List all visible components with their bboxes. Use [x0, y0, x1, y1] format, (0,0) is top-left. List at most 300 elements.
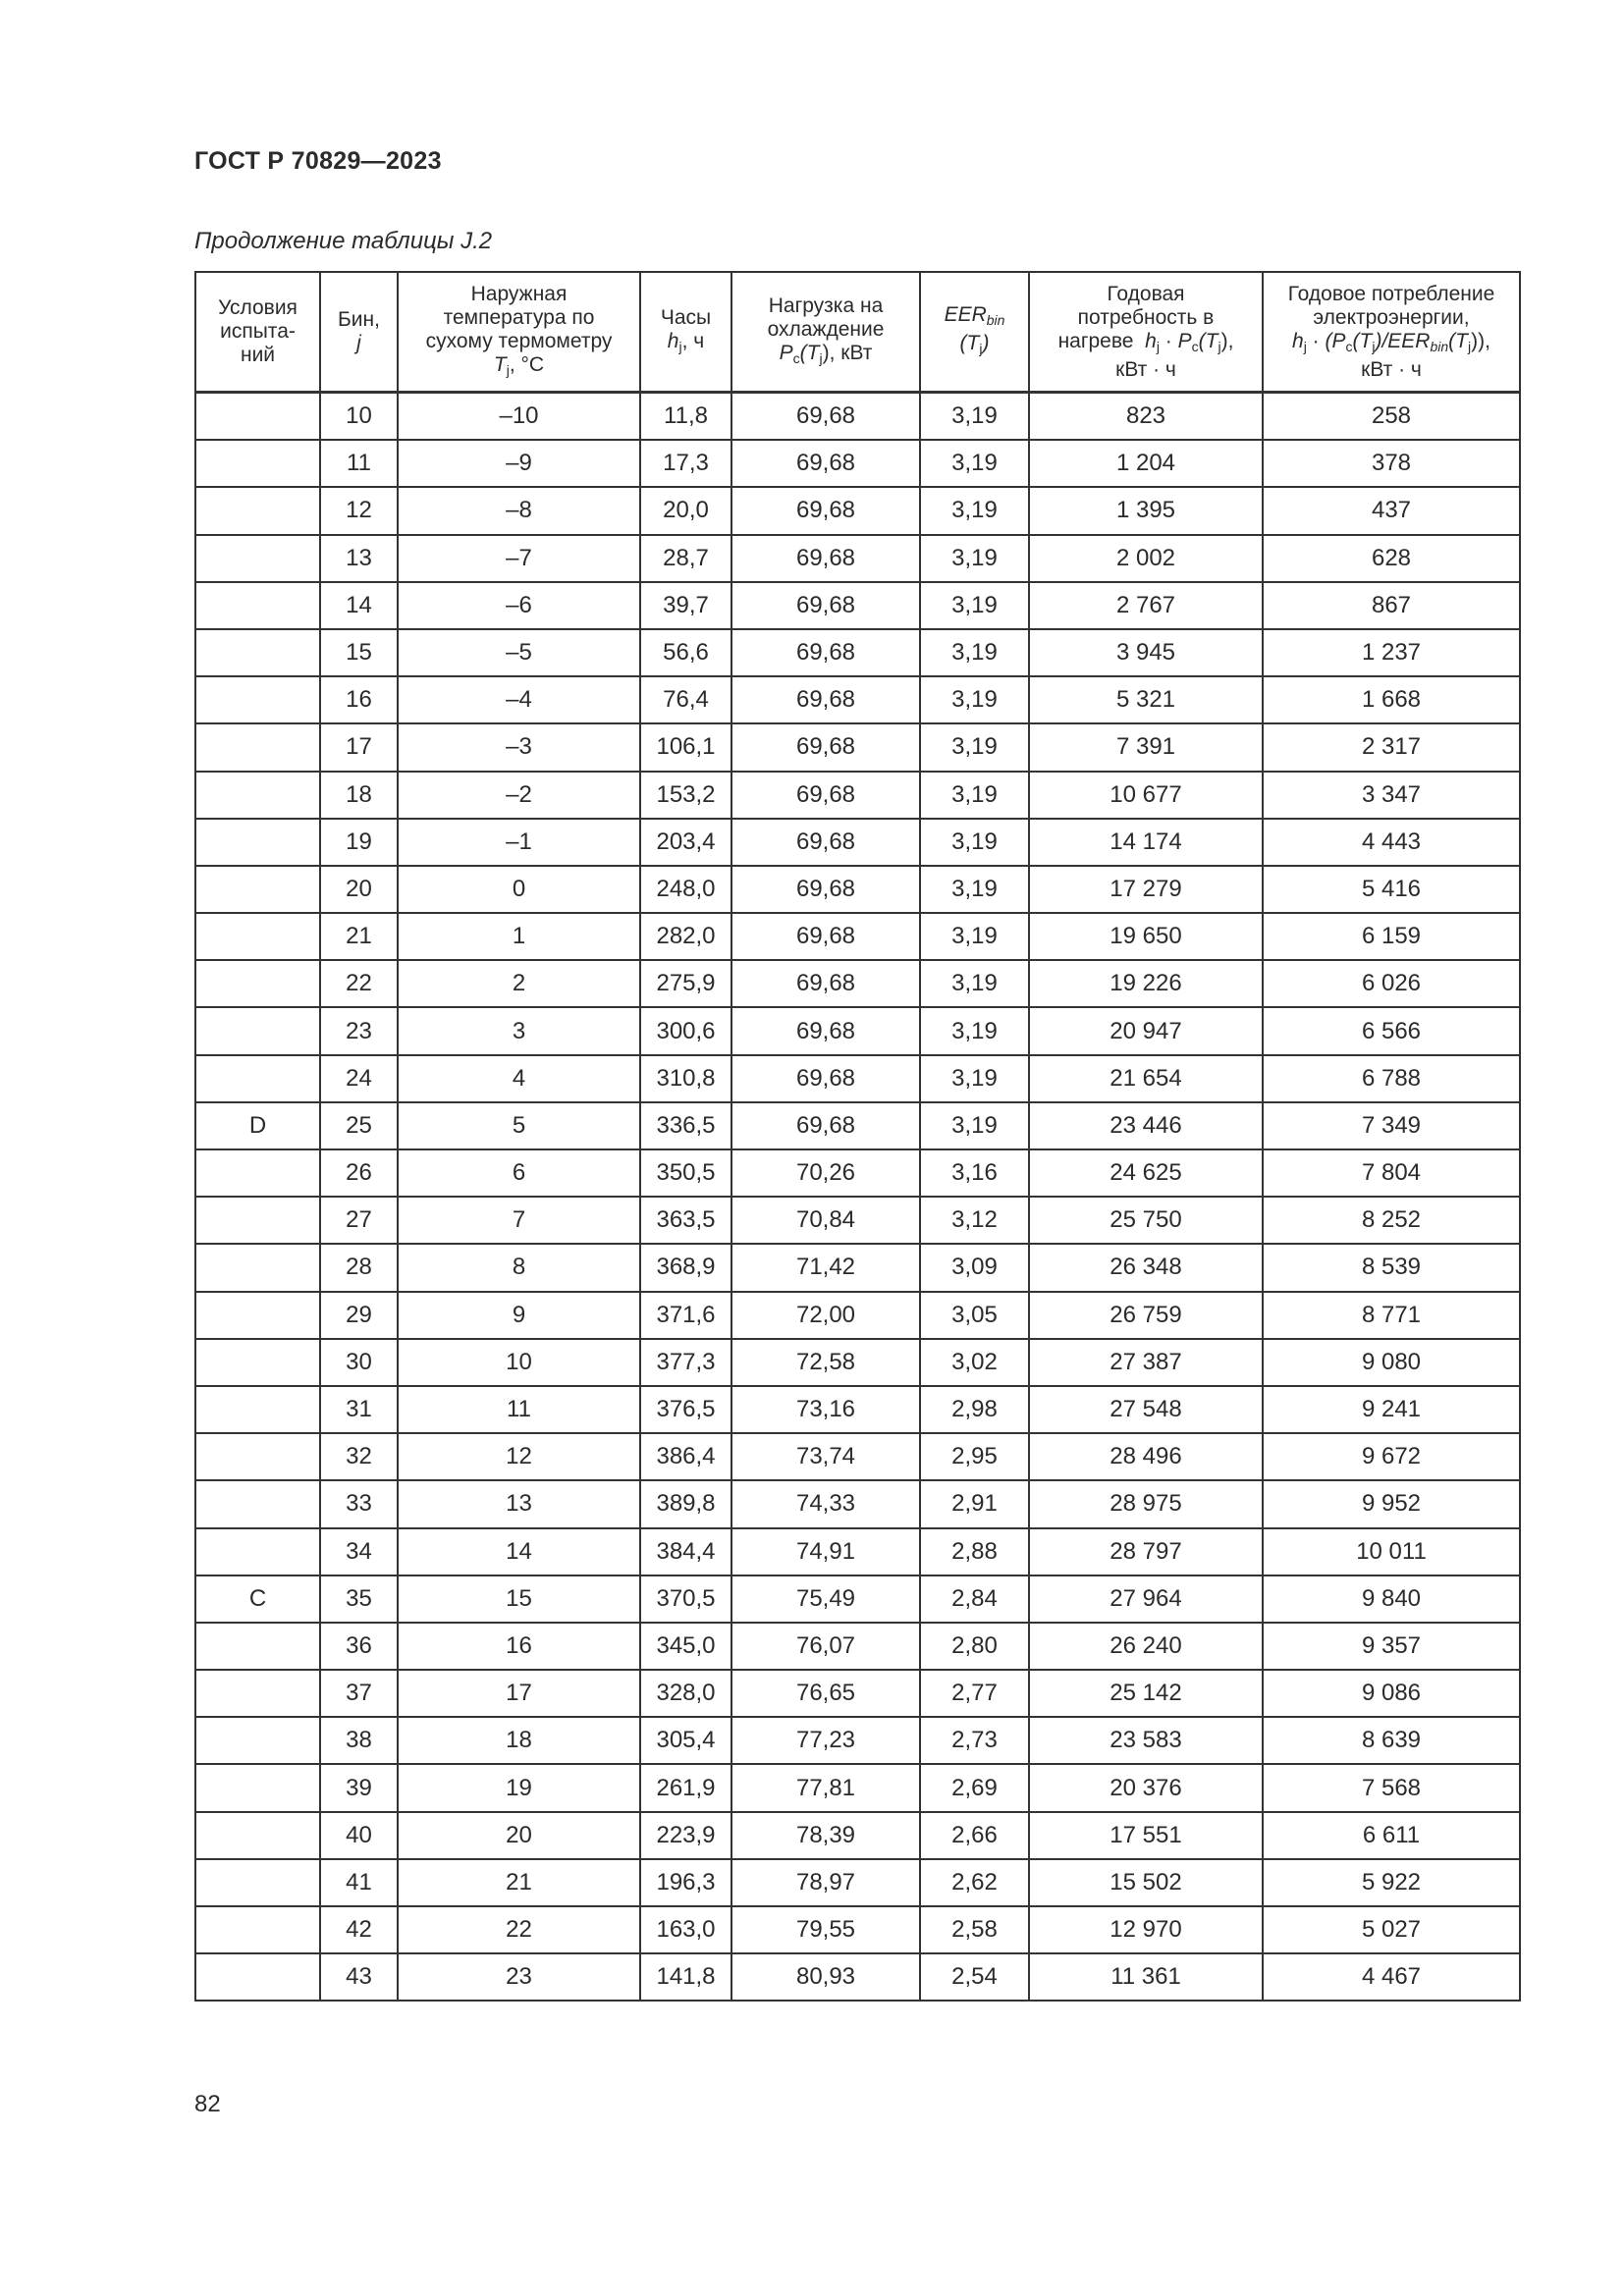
cell-eer: 3,19: [920, 1007, 1029, 1054]
cell-temperature: 3: [398, 1007, 640, 1054]
table-row: [195, 723, 1520, 771]
cell-bin: 39: [320, 1764, 398, 1811]
cell-hours: 141,8: [640, 1953, 731, 2001]
table-row: [195, 866, 1520, 913]
cell-annual-demand: 14 174: [1029, 819, 1263, 866]
cell-annual-demand: 1 395: [1029, 487, 1263, 534]
cell-test-condition: [195, 1953, 320, 2001]
table-row: [195, 629, 1520, 676]
cell-annual-demand: 2 767: [1029, 582, 1263, 629]
cell-bin: 20: [320, 866, 398, 913]
cell-temperature: 5: [398, 1102, 640, 1149]
cell-cooling-load: 69,68: [731, 772, 920, 819]
cell-hours: 163,0: [640, 1906, 731, 1953]
cell-hours: 376,5: [640, 1386, 731, 1433]
cell-hours: 76,4: [640, 676, 731, 723]
cell-hours: 371,6: [640, 1292, 731, 1339]
cell-cooling-load: 71,42: [731, 1244, 920, 1291]
cell-eer: 2,77: [920, 1670, 1029, 1717]
cell-hours: 368,9: [640, 1244, 731, 1291]
cell-cooling-load: 75,49: [731, 1575, 920, 1623]
cell-annual-demand: 23 446: [1029, 1102, 1263, 1149]
cell-test-condition: [195, 1906, 320, 1953]
cell-bin: 23: [320, 1007, 398, 1054]
header-row: [195, 272, 1520, 393]
cell-annual-consumption: 9 952: [1263, 1480, 1520, 1527]
cell-bin: 37: [320, 1670, 398, 1717]
cell-bin: 17: [320, 723, 398, 771]
cell-test-condition: [195, 913, 320, 960]
header-annual-consumption: Годовое потребление электроэнергии, $h_j$ · $(P_c(T_j)/EERbin(T_j))$, кВт · ч: [1263, 272, 1520, 393]
cell-cooling-load: 69,68: [731, 1102, 920, 1149]
cell-test-condition: [195, 1292, 320, 1339]
cell-annual-consumption: 9 086: [1263, 1670, 1520, 1717]
cell-annual-demand: 27 964: [1029, 1575, 1263, 1623]
table-row: [195, 676, 1520, 723]
cell-annual-demand: 25 750: [1029, 1197, 1263, 1244]
table-row: [195, 1433, 1520, 1480]
cell-annual-demand: 27 387: [1029, 1339, 1263, 1386]
header-cooling-load: Нагрузка на охлаждение $P_c(T_j)$, кВт: [731, 272, 920, 393]
cell-hours: 106,1: [640, 723, 731, 771]
cell-temperature: –10: [398, 393, 640, 441]
cell-eer: 3,12: [920, 1197, 1029, 1244]
cell-hours: 275,9: [640, 960, 731, 1007]
cell-test-condition: [195, 1433, 320, 1480]
cell-temperature: –1: [398, 819, 640, 866]
cell-test-condition: [195, 1386, 320, 1433]
cell-cooling-load: 69,68: [731, 582, 920, 629]
cell-eer: 2,80: [920, 1623, 1029, 1670]
cell-bin: 10: [320, 393, 398, 441]
header-bin: Бин, j: [320, 272, 398, 393]
cell-temperature: 12: [398, 1433, 640, 1480]
cell-bin: 32: [320, 1433, 398, 1480]
table-row: [195, 535, 1520, 582]
cell-eer: 3,19: [920, 913, 1029, 960]
cell-test-condition: [195, 819, 320, 866]
cell-eer: 3,19: [920, 866, 1029, 913]
cell-annual-demand: 823: [1029, 393, 1263, 441]
cell-annual-consumption: 3 347: [1263, 772, 1520, 819]
cell-eer: 3,19: [920, 772, 1029, 819]
cell-temperature: 2: [398, 960, 640, 1007]
cell-test-condition: [195, 1764, 320, 1811]
cell-annual-consumption: 437: [1263, 487, 1520, 534]
cell-temperature: 10: [398, 1339, 640, 1386]
table-row: [195, 819, 1520, 866]
table-row: [195, 772, 1520, 819]
cell-annual-demand: 20 947: [1029, 1007, 1263, 1054]
cell-test-condition: [195, 866, 320, 913]
cell-annual-consumption: 9 241: [1263, 1386, 1520, 1433]
cell-annual-consumption: 6 566: [1263, 1007, 1520, 1054]
cell-annual-consumption: 9 357: [1263, 1623, 1520, 1670]
cell-eer: 3,09: [920, 1244, 1029, 1291]
cell-cooling-load: 78,39: [731, 1812, 920, 1859]
cell-annual-consumption: 8 771: [1263, 1292, 1520, 1339]
cell-hours: 17,3: [640, 440, 731, 487]
cell-eer: 3,02: [920, 1339, 1029, 1386]
table-row: [195, 1292, 1520, 1339]
cell-cooling-load: 78,97: [731, 1859, 920, 1906]
cell-bin: 42: [320, 1906, 398, 1953]
cell-test-condition: C: [195, 1575, 320, 1623]
cell-temperature: –5: [398, 629, 640, 676]
cell-hours: 370,5: [640, 1575, 731, 1623]
table-row: [195, 1102, 1520, 1149]
cell-temperature: –6: [398, 582, 640, 629]
cell-annual-consumption: 867: [1263, 582, 1520, 629]
table-row: [195, 487, 1520, 534]
cell-bin: 29: [320, 1292, 398, 1339]
cell-temperature: 9: [398, 1292, 640, 1339]
table-caption: Продолжение таблицы J.2: [194, 228, 493, 254]
cell-annual-consumption: 7 804: [1263, 1149, 1520, 1197]
cell-temperature: 13: [398, 1480, 640, 1527]
cell-hours: 384,4: [640, 1528, 731, 1575]
cell-annual-demand: 28 975: [1029, 1480, 1263, 1527]
table-row: [195, 393, 1520, 441]
cell-test-condition: [195, 582, 320, 629]
cell-annual-consumption: 9 840: [1263, 1575, 1520, 1623]
cell-eer: 3,19: [920, 440, 1029, 487]
table-row: [195, 440, 1520, 487]
cell-eer: 2,62: [920, 1859, 1029, 1906]
cell-annual-consumption: 7 349: [1263, 1102, 1520, 1149]
cell-bin: 26: [320, 1149, 398, 1197]
cell-annual-demand: 17 279: [1029, 866, 1263, 913]
cell-hours: 386,4: [640, 1433, 731, 1480]
cell-test-condition: D: [195, 1102, 320, 1149]
cell-cooling-load: 69,68: [731, 629, 920, 676]
cell-bin: 15: [320, 629, 398, 676]
cell-annual-demand: 27 548: [1029, 1386, 1263, 1433]
cell-hours: 11,8: [640, 393, 731, 441]
cell-eer: 3,19: [920, 393, 1029, 441]
cell-hours: 310,8: [640, 1055, 731, 1102]
cell-annual-demand: 25 142: [1029, 1670, 1263, 1717]
cell-eer: 3,19: [920, 960, 1029, 1007]
cell-cooling-load: 77,23: [731, 1717, 920, 1764]
table-row: [195, 1812, 1520, 1859]
cell-annual-consumption: 8 252: [1263, 1197, 1520, 1244]
cell-hours: 328,0: [640, 1670, 731, 1717]
cell-bin: 16: [320, 676, 398, 723]
table-row: [195, 1386, 1520, 1433]
cell-cooling-load: 69,68: [731, 913, 920, 960]
cell-bin: 28: [320, 1244, 398, 1291]
cell-temperature: –7: [398, 535, 640, 582]
table-row: [195, 1528, 1520, 1575]
cell-hours: 28,7: [640, 535, 731, 582]
cell-annual-consumption: 628: [1263, 535, 1520, 582]
cell-bin: 12: [320, 487, 398, 534]
cell-eer: 3,19: [920, 535, 1029, 582]
cell-annual-demand: 15 502: [1029, 1859, 1263, 1906]
page-number: 82: [194, 2091, 221, 2117]
cell-test-condition: [195, 1670, 320, 1717]
cell-eer: 3,19: [920, 629, 1029, 676]
cell-eer: 3,05: [920, 1292, 1029, 1339]
cell-temperature: 18: [398, 1717, 640, 1764]
cell-annual-consumption: 9 672: [1263, 1433, 1520, 1480]
cell-cooling-load: 69,68: [731, 723, 920, 771]
cell-annual-consumption: 6 159: [1263, 913, 1520, 960]
table-row: [195, 1055, 1520, 1102]
cell-hours: 389,8: [640, 1480, 731, 1527]
cell-annual-demand: 26 348: [1029, 1244, 1263, 1291]
cell-test-condition: [195, 1244, 320, 1291]
header-outdoor-temperature: Наружная температура по сухому термометру $T_j$, °C: [398, 272, 640, 393]
cell-temperature: 23: [398, 1953, 640, 2001]
cell-hours: 248,0: [640, 866, 731, 913]
cell-bin: 43: [320, 1953, 398, 2001]
cell-temperature: 4: [398, 1055, 640, 1102]
cell-hours: 350,5: [640, 1149, 731, 1197]
table-row: [195, 1197, 1520, 1244]
header-hours: Часы $h_j$, ч: [640, 272, 731, 393]
cell-cooling-load: 69,68: [731, 866, 920, 913]
cell-temperature: 1: [398, 913, 640, 960]
cell-bin: 25: [320, 1102, 398, 1149]
cell-temperature: –9: [398, 440, 640, 487]
cell-test-condition: [195, 1717, 320, 1764]
cell-annual-demand: 1 204: [1029, 440, 1263, 487]
cell-annual-demand: 20 376: [1029, 1764, 1263, 1811]
cell-cooling-load: 73,74: [731, 1433, 920, 1480]
cell-temperature: 15: [398, 1575, 640, 1623]
cell-annual-consumption: 6 788: [1263, 1055, 1520, 1102]
cell-bin: 33: [320, 1480, 398, 1527]
cell-bin: 18: [320, 772, 398, 819]
cell-annual-demand: 21 654: [1029, 1055, 1263, 1102]
cell-annual-consumption: 1 668: [1263, 676, 1520, 723]
cell-annual-demand: 24 625: [1029, 1149, 1263, 1197]
cell-bin: 27: [320, 1197, 398, 1244]
cell-temperature: 16: [398, 1623, 640, 1670]
cell-bin: 31: [320, 1386, 398, 1433]
cell-hours: 223,9: [640, 1812, 731, 1859]
cell-cooling-load: 73,16: [731, 1386, 920, 1433]
cell-bin: 19: [320, 819, 398, 866]
cell-bin: 40: [320, 1812, 398, 1859]
cell-eer: 2,73: [920, 1717, 1029, 1764]
cell-eer: 3,19: [920, 676, 1029, 723]
table-row: [195, 1953, 1520, 2001]
cell-test-condition: [195, 1623, 320, 1670]
cell-eer: 2,91: [920, 1480, 1029, 1527]
cell-annual-demand: 28 496: [1029, 1433, 1263, 1480]
cell-bin: 35: [320, 1575, 398, 1623]
cell-eer: 3,19: [920, 723, 1029, 771]
cell-annual-demand: 10 677: [1029, 772, 1263, 819]
cell-cooling-load: 79,55: [731, 1906, 920, 1953]
table-row: [195, 1717, 1520, 1764]
document-code: ГОСТ Р 70829—2023: [194, 147, 442, 175]
cell-hours: 377,3: [640, 1339, 731, 1386]
cell-test-condition: [195, 440, 320, 487]
cell-eer: 2,98: [920, 1386, 1029, 1433]
cell-annual-demand: 23 583: [1029, 1717, 1263, 1764]
cell-hours: 305,4: [640, 1717, 731, 1764]
cell-test-condition: [195, 772, 320, 819]
cell-cooling-load: 74,91: [731, 1528, 920, 1575]
table-row: [195, 1007, 1520, 1054]
cell-bin: 22: [320, 960, 398, 1007]
cell-eer: 2,54: [920, 1953, 1029, 2001]
cell-hours: 363,5: [640, 1197, 731, 1244]
cell-eer: 3,16: [920, 1149, 1029, 1197]
cell-hours: 345,0: [640, 1623, 731, 1670]
table-row: [195, 913, 1520, 960]
cell-temperature: 21: [398, 1859, 640, 1906]
cell-temperature: 11: [398, 1386, 640, 1433]
cell-annual-demand: 28 797: [1029, 1528, 1263, 1575]
cell-annual-consumption: 9 080: [1263, 1339, 1520, 1386]
cell-cooling-load: 76,65: [731, 1670, 920, 1717]
cell-test-condition: [195, 1055, 320, 1102]
cell-annual-demand: 12 970: [1029, 1906, 1263, 1953]
cell-eer: 2,66: [920, 1812, 1029, 1859]
cell-annual-consumption: 258: [1263, 393, 1520, 441]
cell-annual-consumption: 8 539: [1263, 1244, 1520, 1291]
cell-annual-consumption: 4 467: [1263, 1953, 1520, 2001]
cell-cooling-load: 69,68: [731, 440, 920, 487]
cell-cooling-load: 80,93: [731, 1953, 920, 2001]
cell-bin: 34: [320, 1528, 398, 1575]
cell-eer: 3,19: [920, 582, 1029, 629]
cell-temperature: 17: [398, 1670, 640, 1717]
cell-hours: 20,0: [640, 487, 731, 534]
cell-annual-demand: 5 321: [1029, 676, 1263, 723]
cell-test-condition: [195, 535, 320, 582]
cell-annual-demand: 3 945: [1029, 629, 1263, 676]
cell-cooling-load: 74,33: [731, 1480, 920, 1527]
cell-eer: 2,84: [920, 1575, 1029, 1623]
cell-annual-consumption: 5 416: [1263, 866, 1520, 913]
table-row: [195, 1575, 1520, 1623]
cell-annual-demand: 11 361: [1029, 1953, 1263, 2001]
header-eer-bin: EERbin $(T_j)$: [920, 272, 1029, 393]
cell-annual-consumption: 5 922: [1263, 1859, 1520, 1906]
cell-annual-consumption: 1 237: [1263, 629, 1520, 676]
cell-temperature: 19: [398, 1764, 640, 1811]
cell-cooling-load: 72,00: [731, 1292, 920, 1339]
cell-annual-demand: 26 240: [1029, 1623, 1263, 1670]
cell-cooling-load: 69,68: [731, 676, 920, 723]
data-table: [194, 271, 1521, 2002]
cell-bin: 41: [320, 1859, 398, 1906]
table-row: [195, 1244, 1520, 1291]
cell-test-condition: [195, 393, 320, 441]
cell-cooling-load: 69,68: [731, 819, 920, 866]
cell-cooling-load: 70,26: [731, 1149, 920, 1197]
cell-annual-consumption: 378: [1263, 440, 1520, 487]
cell-temperature: –8: [398, 487, 640, 534]
cell-test-condition: [195, 1149, 320, 1197]
cell-annual-demand: 26 759: [1029, 1292, 1263, 1339]
cell-temperature: –4: [398, 676, 640, 723]
cell-annual-demand: 2 002: [1029, 535, 1263, 582]
cell-test-condition: [195, 676, 320, 723]
cell-eer: 3,19: [920, 819, 1029, 866]
cell-cooling-load: 69,68: [731, 535, 920, 582]
cell-test-condition: [195, 1812, 320, 1859]
cell-annual-consumption: 10 011: [1263, 1528, 1520, 1575]
cell-test-condition: [195, 723, 320, 771]
cell-cooling-load: 76,07: [731, 1623, 920, 1670]
header-test-conditions: Условия испыта- ний: [195, 272, 320, 393]
cell-annual-demand: 7 391: [1029, 723, 1263, 771]
cell-hours: 56,6: [640, 629, 731, 676]
cell-annual-consumption: 5 027: [1263, 1906, 1520, 1953]
cell-cooling-load: 69,68: [731, 960, 920, 1007]
cell-cooling-load: 69,68: [731, 1007, 920, 1054]
cell-hours: 282,0: [640, 913, 731, 960]
table-body: [195, 393, 1520, 2002]
table-row: [195, 1670, 1520, 1717]
cell-cooling-load: 69,68: [731, 393, 920, 441]
cell-temperature: –3: [398, 723, 640, 771]
cell-annual-consumption: 6 611: [1263, 1812, 1520, 1859]
cell-test-condition: [195, 487, 320, 534]
table-row: [195, 1339, 1520, 1386]
cell-bin: 30: [320, 1339, 398, 1386]
cell-bin: 24: [320, 1055, 398, 1102]
cell-annual-demand: 19 650: [1029, 913, 1263, 960]
cell-annual-demand: 17 551: [1029, 1812, 1263, 1859]
cell-test-condition: [195, 1528, 320, 1575]
cell-test-condition: [195, 960, 320, 1007]
cell-annual-consumption: 2 317: [1263, 723, 1520, 771]
cell-hours: 336,5: [640, 1102, 731, 1149]
cell-cooling-load: 70,84: [731, 1197, 920, 1244]
cell-cooling-load: 69,68: [731, 1055, 920, 1102]
cell-temperature: 6: [398, 1149, 640, 1197]
cell-temperature: 22: [398, 1906, 640, 1953]
table-row: [195, 1623, 1520, 1670]
cell-temperature: 20: [398, 1812, 640, 1859]
cell-annual-consumption: 7 568: [1263, 1764, 1520, 1811]
cell-eer: 2,88: [920, 1528, 1029, 1575]
table-row: [195, 1859, 1520, 1906]
cell-test-condition: [195, 1339, 320, 1386]
cell-annual-consumption: 6 026: [1263, 960, 1520, 1007]
cell-hours: 300,6: [640, 1007, 731, 1054]
cell-test-condition: [195, 1480, 320, 1527]
cell-annual-demand: 19 226: [1029, 960, 1263, 1007]
table-header: [195, 272, 1520, 393]
cell-hours: 39,7: [640, 582, 731, 629]
cell-hours: 196,3: [640, 1859, 731, 1906]
table-row: [195, 1149, 1520, 1197]
cell-cooling-load: 77,81: [731, 1764, 920, 1811]
cell-cooling-load: 69,68: [731, 487, 920, 534]
table-row: [195, 1764, 1520, 1811]
cell-temperature: 0: [398, 866, 640, 913]
cell-eer: 3,19: [920, 487, 1029, 534]
cell-eer: 2,69: [920, 1764, 1029, 1811]
table-row: [195, 1480, 1520, 1527]
cell-bin: 21: [320, 913, 398, 960]
cell-temperature: 7: [398, 1197, 640, 1244]
cell-hours: 153,2: [640, 772, 731, 819]
cell-temperature: 8: [398, 1244, 640, 1291]
cell-annual-consumption: 4 443: [1263, 819, 1520, 866]
cell-eer: 2,58: [920, 1906, 1029, 1953]
cell-temperature: –2: [398, 772, 640, 819]
